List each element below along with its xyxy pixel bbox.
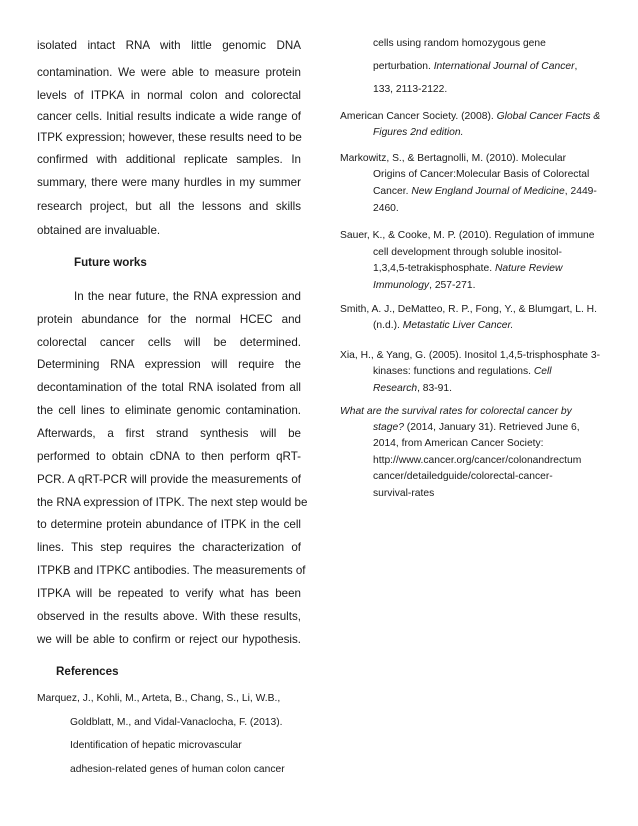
text-line xyxy=(340,422,637,433)
text-line: Xia, H., & Yang, G. (2005). Inositol 1,4,5-trisphosphate 3- xyxy=(340,350,601,361)
text-line: Marquez, J., Kohli, M., Arteta, B., Chang, S., Li, W.B., xyxy=(37,693,281,704)
text-span: 1,3,4,5-tetrakisphosphate. xyxy=(373,263,495,274)
text-line: PCR. A qRT-PCR will provide the measurements of xyxy=(37,473,301,486)
text-line: protein abundance for the normal HCEC and xyxy=(37,313,301,326)
text-span: , 257-271. xyxy=(429,280,476,291)
text-span: , xyxy=(574,61,578,72)
text-span: perturbation. xyxy=(373,61,434,72)
title-italic: What are the survival rates for colorectal cancer by xyxy=(340,406,572,417)
url-line: survival-rates xyxy=(373,488,435,499)
text-line: Determining RNA expression will require the xyxy=(37,358,301,371)
text-line: 133, 2113-2122. xyxy=(373,84,448,95)
text-line: cell development through soluble inositol- xyxy=(373,247,562,258)
text-line: ITPK expression; however, these results need to be xyxy=(37,131,302,144)
text-line: performed to obtain cDNA to then perform qRT- xyxy=(37,450,301,463)
text-span: , 83-91. xyxy=(417,383,452,394)
text-line: we will be able to confirm or reject our hypothesis. xyxy=(37,633,301,646)
journal-name: Cell xyxy=(533,366,552,377)
text-line: confirmed with additional replicate samples. In xyxy=(37,153,301,166)
text-line xyxy=(340,320,637,331)
journal-name: New England Journal of Medicine xyxy=(411,186,565,197)
text-line: Goldblatt, M., and Vidal-Vanaclocha, F. (2013). xyxy=(70,717,283,728)
text-line xyxy=(340,406,604,417)
text-line: to determine protein abundance of ITPK in the cell xyxy=(37,518,301,531)
text-line: ITPKA will be repeated to verify what has been xyxy=(37,587,301,600)
text-line: obtained are invaluable. xyxy=(37,224,161,237)
journal-name: International Journal of Cancer xyxy=(433,61,575,72)
text-line: isolated intact RNA with little genomic DNA xyxy=(37,39,301,52)
text-line: colorectal cancer cells will be determined. xyxy=(37,336,301,349)
title-italic: Metastatic Liver Cancer. xyxy=(402,320,514,331)
text-line xyxy=(340,61,637,72)
text-line: contamination. We were able to measure protein xyxy=(37,66,301,79)
text-line xyxy=(340,263,637,274)
journal-name: Immunology xyxy=(373,280,430,291)
text-line: ITPKB and ITPKC antibodies. The measurements of xyxy=(37,564,306,577)
text-line: In the near future, the RNA expression and xyxy=(74,290,301,303)
text-span: kinases: functions and regulations. xyxy=(373,366,534,377)
text-line xyxy=(340,383,637,394)
title-italic: Global Cancer Facts & xyxy=(496,111,601,122)
text-line xyxy=(340,127,637,138)
url-line: cancer/detailedguide/colorectal-cancer- xyxy=(373,471,553,482)
text-line: summary, there were many hurdles in my summer xyxy=(37,176,301,189)
text-line: adhesion-related genes of human colon cancer xyxy=(70,764,285,775)
text-line: cancer cells. Initial results indicate a wide range of xyxy=(37,110,301,123)
text-line: levels of ITPKA in normal colon and colorectal xyxy=(37,89,301,102)
text-span: (2014, January 31). Retrieved June 6, xyxy=(403,422,580,433)
text-line: 2460. xyxy=(373,203,399,214)
text-line xyxy=(340,366,637,377)
text-line: Identification of hepatic microvascular xyxy=(70,740,242,751)
text-line: cells using random homozygous gene xyxy=(373,38,546,49)
text-line: Afterwards, a first strand synthesis will be xyxy=(37,427,301,440)
text-line: the RNA expression of ITPK. The next step would be xyxy=(37,496,308,509)
future-works-heading: Future works xyxy=(74,256,147,269)
text-line: Origins of Cancer:Molecular Basis of Colorectal xyxy=(373,169,590,180)
text-line: Smith, A. J., DeMatteo, R. P., Fong, Y., & Blumgart, L. H. xyxy=(340,304,597,315)
journal-name: Research xyxy=(373,383,418,394)
title-italic: stage? xyxy=(373,422,404,433)
text-span: (n.d.). xyxy=(373,320,403,331)
text-line: observed in the results above. With these results, xyxy=(37,610,301,623)
text-line: Sauer, K., & Cooke, M. P. (2010). Regulation of immune xyxy=(340,230,595,241)
title-italic: Figures 2nd edition. xyxy=(373,127,464,138)
text-line: 2014, from American Cancer Society: xyxy=(373,438,544,449)
text-line: lines. This step requires the characterization of xyxy=(37,541,301,554)
text-line: Markowitz, S., & Bertagnolli, M. (2010). Molecular xyxy=(340,153,567,164)
references-heading: References xyxy=(56,665,119,678)
text-line: decontamination of the total RNA isolated from all xyxy=(37,381,301,394)
text-span: American Cancer Society. (2008). xyxy=(340,111,497,122)
text-line xyxy=(340,280,637,291)
journal-name: Nature Review xyxy=(494,263,563,274)
text-span: , 2449- xyxy=(564,186,597,197)
text-line: research project, but all the lessons and skills xyxy=(37,200,301,213)
text-line xyxy=(340,186,637,197)
text-line: the cell lines to eliminate genomic contamination. xyxy=(37,404,301,417)
url-line: http://www.cancer.org/cancer/colonandrectum xyxy=(373,455,582,466)
text-line xyxy=(340,111,604,122)
text-span: Cancer. xyxy=(373,186,412,197)
